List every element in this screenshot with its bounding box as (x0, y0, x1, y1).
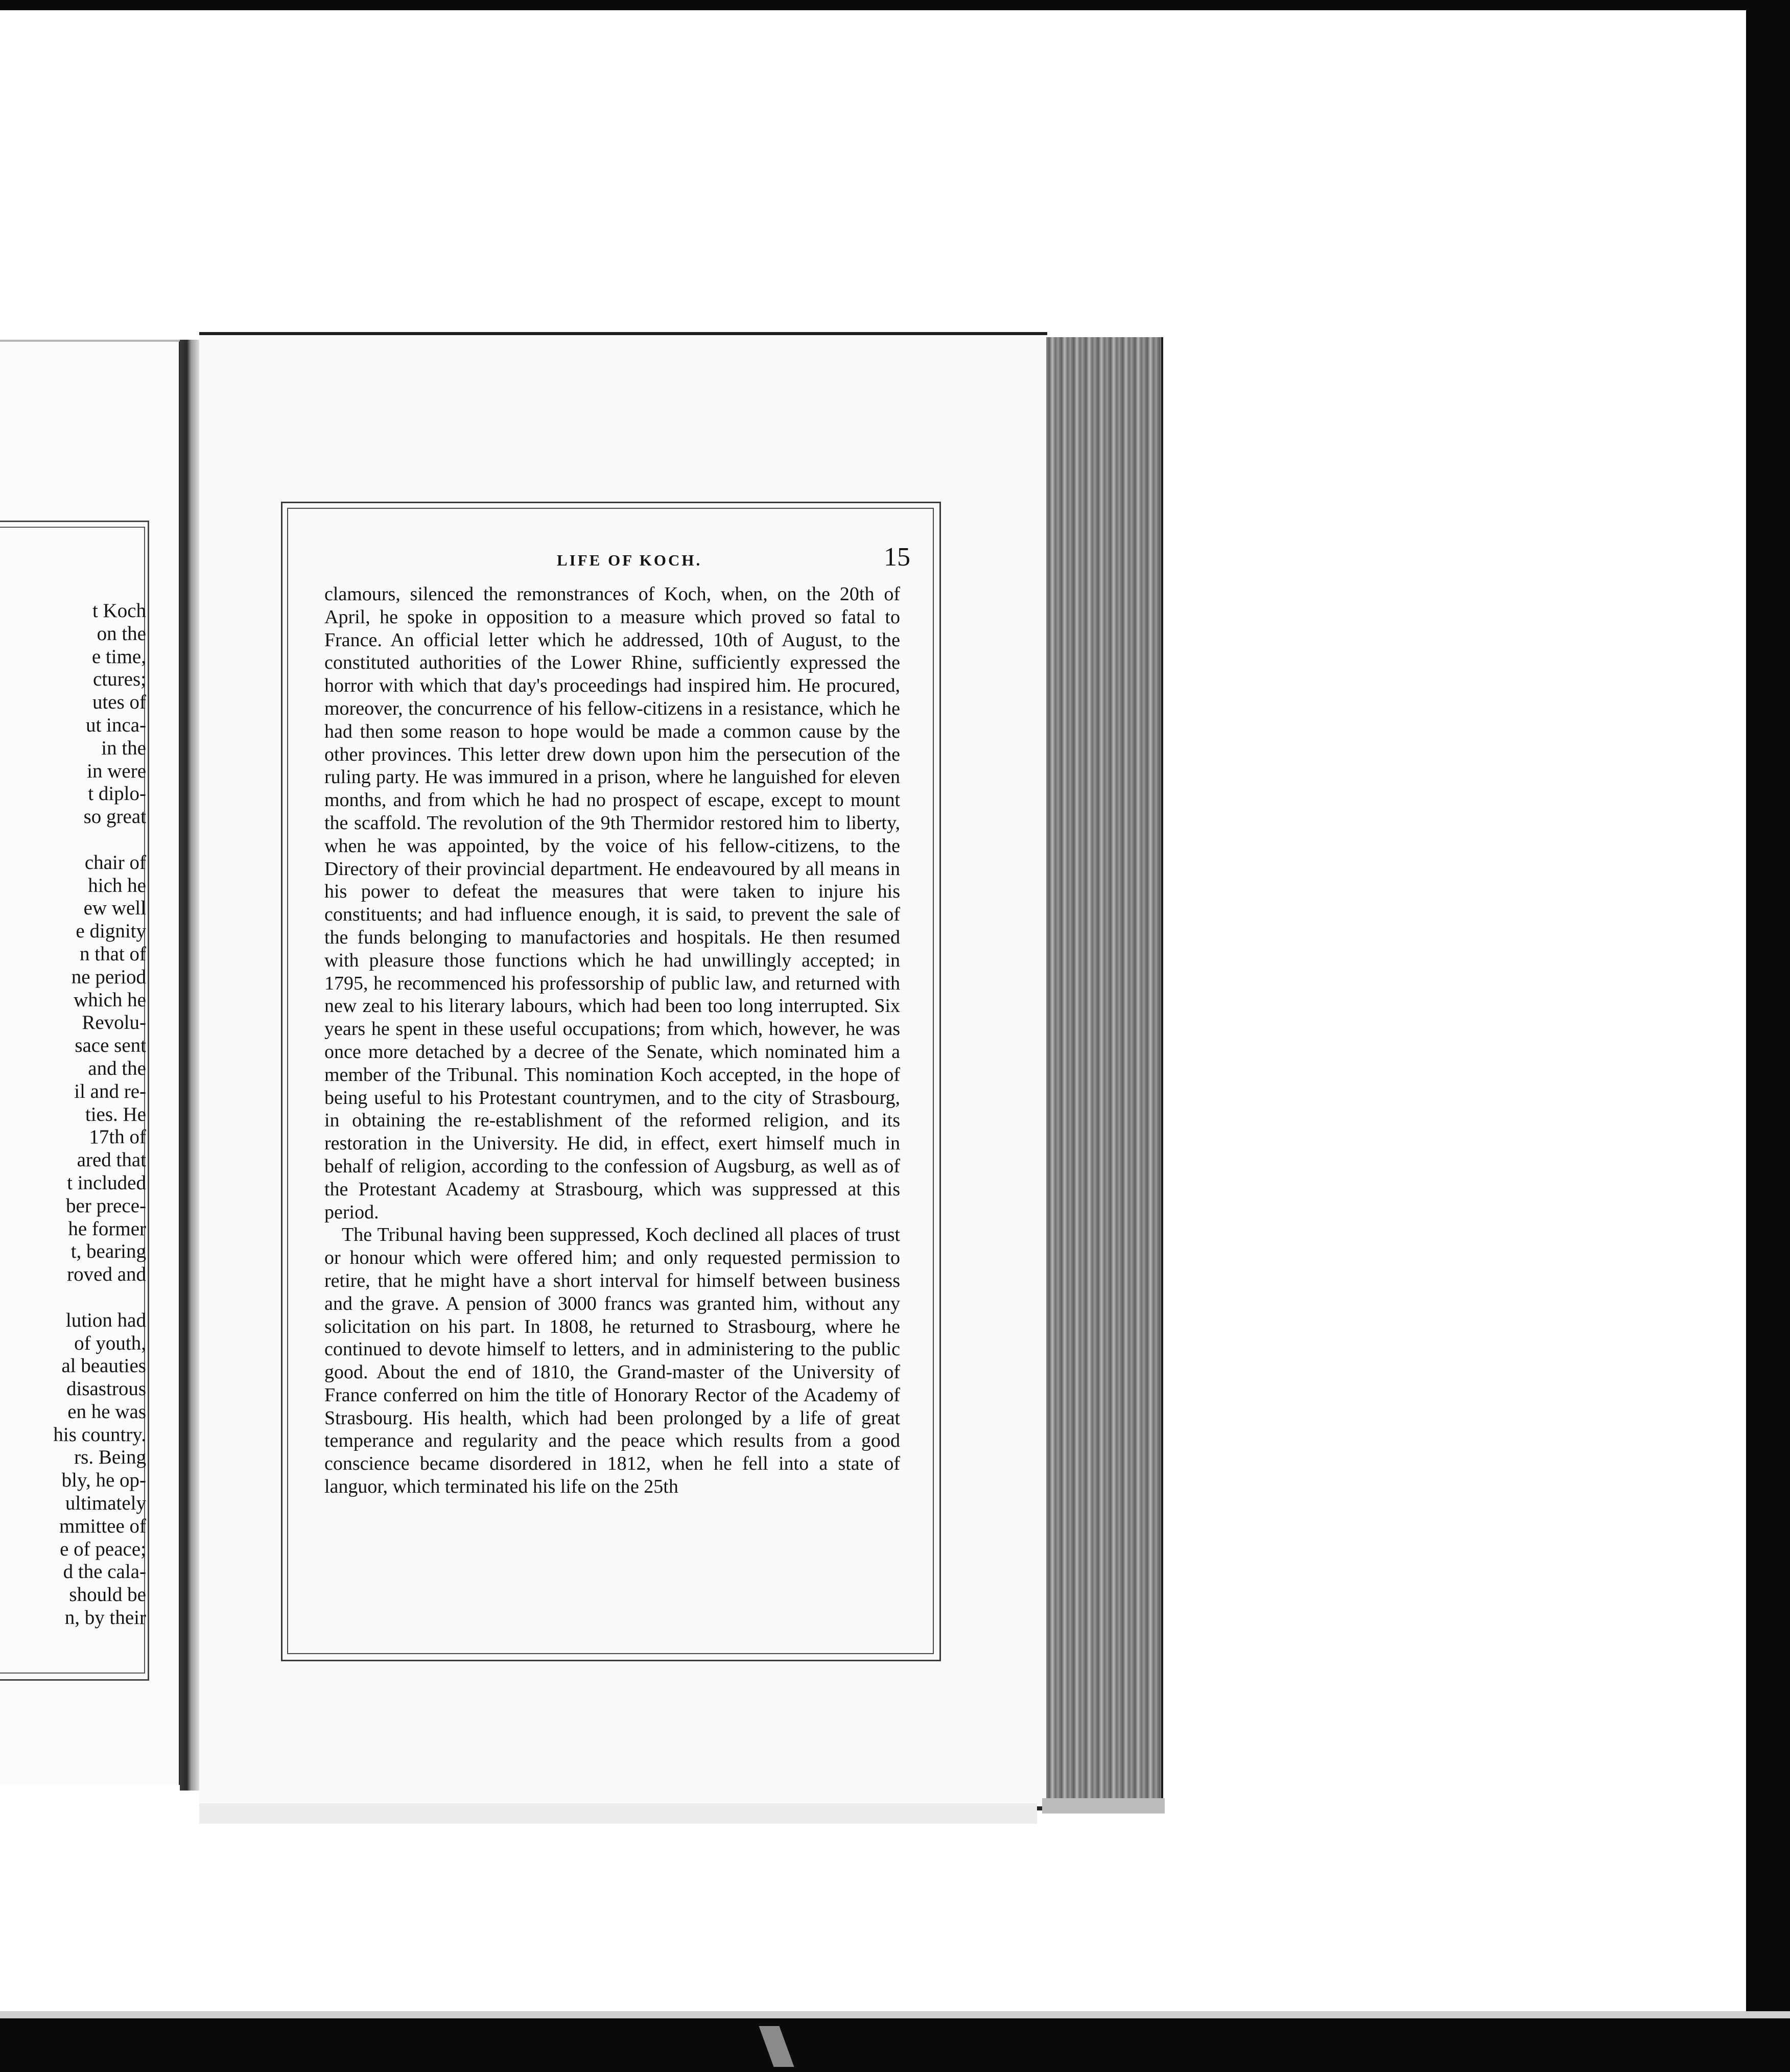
left-page-line: disastrous (66, 1378, 146, 1400)
left-page-line: ultimately (65, 1492, 146, 1515)
left-page-line: t, bearing (70, 1240, 146, 1263)
left-page-line: ties. He (85, 1103, 146, 1125)
left-page-line: roved and (67, 1263, 146, 1286)
body-text (324, 583, 900, 1498)
left-page-line: n that of (80, 943, 146, 965)
left-page-line: d the cala- (63, 1561, 146, 1583)
page-fore-edge (1046, 337, 1163, 1808)
scan-border-top (0, 0, 1790, 10)
left-page-line: should be (69, 1584, 146, 1606)
left-page-line: on the (97, 622, 146, 645)
left-page-line: t Koch (92, 600, 146, 622)
scan-border-bottom (0, 2018, 1790, 2072)
left-page-line: t included (67, 1171, 146, 1194)
left-page-line: in were (87, 760, 146, 782)
left-page (0, 340, 183, 1785)
left-page-line: chair of (84, 851, 146, 874)
left-page-line: e dignity (76, 920, 146, 943)
left-page-line: bly, he op- (61, 1469, 146, 1492)
left-page-line (0, 1286, 146, 1309)
left-page-line: so great (83, 806, 146, 828)
left-page-line: rs. Being (74, 1446, 146, 1469)
page-number: 15 (884, 543, 910, 572)
left-page-line: en he was (67, 1400, 146, 1423)
left-page-line: ctures; (93, 668, 146, 691)
left-page-line: he former (68, 1217, 146, 1240)
left-page-line: e time, (91, 645, 146, 668)
running-head: LIFE OF KOCH. (557, 551, 702, 569)
left-page-line: of youth, (74, 1332, 146, 1354)
right-page (199, 332, 1047, 1810)
left-page-line: lution had (65, 1309, 146, 1331)
left-page-line: ne period (71, 966, 146, 988)
left-page-line (0, 829, 146, 852)
left-page-line: hich he (88, 874, 146, 897)
open-book (0, 317, 1180, 1824)
paragraph: clamours, silenced the remonstrances of Koch, when, on the 20th of April, he spoke in opposition to a measure which proved so fatal to France. An official letter which he addressed, 10th of August, to the constituted authorities of the Lower Rhine, sufficiently expressed the horror with which that day's proceedings had inspired him. He procured, moreover, the concurrence of his fellow-citizens in a resistance, which he had then some reason to hope would be made a common cause by the other provinces. This letter drew down upon him the persecution of the ruling party. He was immured in a prison, where he languished for eleven months, and from which he had no prospect of escape, except to mount the scaffold. The revolution of the 9th Thermidor restored him to liberty, when he was appointed, by the voice of his fellow-citizens, to the Directory of their provincial department. He endeavoured by all means in his power to defeat the measures that were taken to injure his constituents; and had influence enough, it is said, to prevent the sale of the funds belonging to manufactories and hospitals. He then resumed with pleasure those functions which he had unwillingly accepted; in 1795, he recommenced his professorship of public law, and returned with new zeal to his literary labours, which had been too long interrupted. Six years he spent in these useful occupations; from which, however, he was once more detached by a decree of the Senate, which nominated him a member of the Tribunal. This nomination Koch accepted, in the hope of being useful to his Protestant countrymen, and to the city of Strasbourg, in obtaining the re-establishment of the reformed religion, and its restoration in the University. He did, in effect, exert himself much in behalf of religion, according to the confession of Augsburg, as well as of the Protestant Academy at Strasbourg, which was suppressed at this period. (324, 583, 900, 1223)
left-page-text (0, 600, 146, 1630)
paragraph: The Tribunal having been suppressed, Koch declined all places of trust or honour which were offered him; and only requested permission to retire, that he might have a short interval for himself between business and the grave. A pension of 3000 francs was granted him, without any solicitation on his part. In 1808, he returned to Strasbourg, where he continued to devote himself to letters, and in administering to the public good. About the end of 1810, the Grand-master of the University of France conferred on him the title of Honorary Rector of the Academy of Strasbourg. His health, which had been prolonged by a life of great temperance and regularity and the peace which results from a good conscience became disordered in 1812, when he fell into a state of languor, which terminated his life on the 25th (324, 1224, 900, 1498)
fore-edge-shadow (1042, 1798, 1165, 1814)
left-page-line: ut inca- (85, 714, 146, 736)
scan-border-right (1746, 0, 1790, 2072)
left-page-line: il and re- (74, 1080, 146, 1102)
left-page-line: and the (88, 1057, 146, 1079)
page-shadow (199, 1803, 1037, 1824)
left-page-line: t diplo- (88, 783, 146, 805)
left-page-line: n, by their (64, 1607, 146, 1629)
left-page-line: al beauties (61, 1355, 146, 1377)
left-page-line: mmittee of (59, 1515, 146, 1537)
left-page-line: 17th of (89, 1126, 146, 1148)
left-page-line: ew well (83, 897, 146, 920)
left-page-line: which he (74, 988, 146, 1011)
left-page-line: ber prece- (66, 1194, 146, 1217)
left-page-line: ared that (77, 1149, 146, 1171)
left-page-line: utes of (92, 691, 146, 714)
left-page-line: Revolu- (82, 1011, 146, 1034)
left-page-line: sace sent (75, 1034, 146, 1057)
scan-bottom-edge (0, 2011, 1790, 2018)
left-page-line: in the (101, 737, 146, 759)
left-page-line: e of peace; (60, 1538, 146, 1560)
left-page-line: his country. (53, 1423, 146, 1446)
